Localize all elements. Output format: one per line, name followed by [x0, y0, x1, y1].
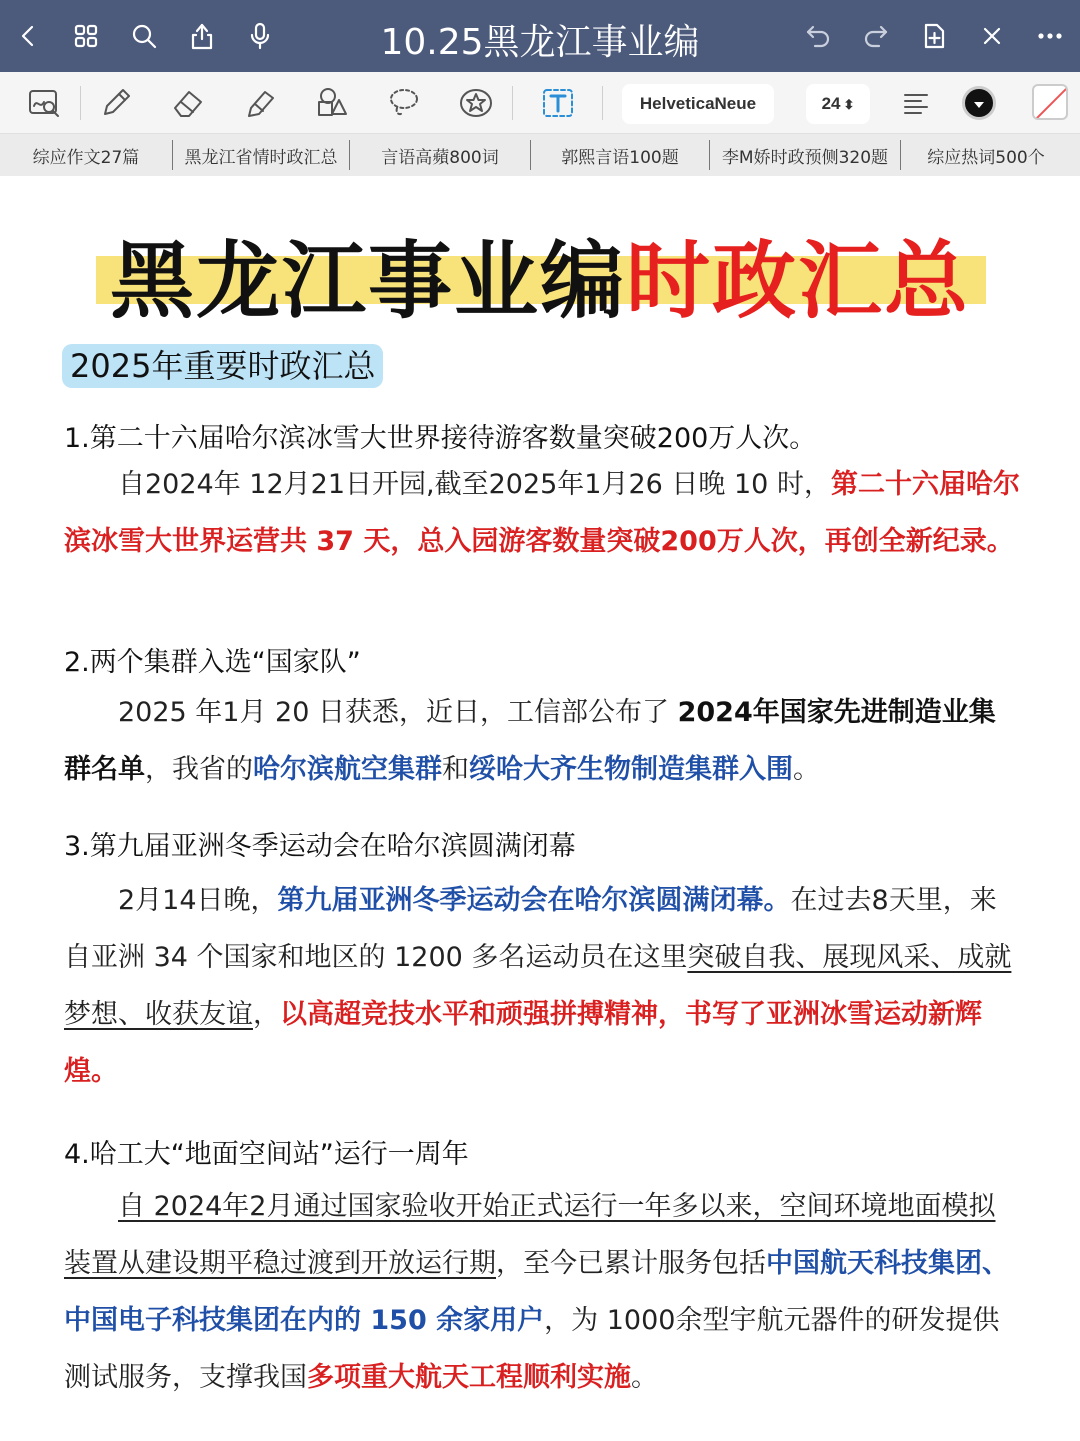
bookmark-tab[interactable]: 综应热词500个 [927, 147, 1045, 168]
paragraph-blue-text: 哈尔滨航空集群 [253, 754, 442, 785]
back-icon[interactable] [10, 18, 46, 54]
search-icon[interactable] [126, 18, 162, 54]
paragraph-red-text: 第二十六届哈尔滨冰雪大世界运营共 37 天，总入园游客数量突破200万人次，再创全新纪录。 [64, 469, 1020, 557]
item-heading: 3.第九届亚洲冬季运动会在哈尔滨圆满闭幕 [64, 831, 576, 862]
bookmark-tab[interactable]: 言语高蘋800词 [381, 147, 499, 168]
bookmark-tab[interactable]: 黑龙江省情时政汇总 [184, 147, 338, 168]
bookmark-tab[interactable]: 李M娇时政预侧320题 [721, 147, 889, 168]
paragraph-red-text: 多项重大航天工程顺利实施 [307, 1362, 631, 1393]
no-fill-swatch[interactable] [1032, 84, 1068, 120]
color-picker[interactable] [962, 86, 996, 120]
paragraph-blue-text: 中国航天科技集团、中国电子科技集团在内的 150 余家用户 [64, 1248, 1009, 1336]
paragraph-text: 自2024年 12月21日开园,截至2025年1月26 日晚 10 时， [118, 469, 831, 500]
paragraph-blue-text: 第九届亚洲冬季运动会在哈尔滨圆满闭幕。 [277, 885, 791, 916]
text-tool-icon[interactable] [536, 82, 580, 124]
chevron-up-down-icon: ⬍ [843, 96, 855, 112]
grid-icon[interactable] [68, 18, 104, 54]
paragraph-text: 2月14日晚， [118, 885, 278, 916]
toolbar-divider [512, 86, 513, 120]
item-heading: 4.哈工大“地面空间站”运行一周年 [64, 1139, 469, 1170]
paragraph-bold-text: 2024年国家先进制造业集群名单 [64, 697, 996, 785]
font-family-picker[interactable]: HelveticaNeue [622, 84, 774, 124]
tool-bar [0, 72, 1080, 134]
align-icon[interactable] [894, 82, 938, 124]
highlighter-icon[interactable] [238, 82, 282, 124]
zoom-window-icon[interactable] [22, 82, 66, 124]
paragraph-underlined-text: 自 2024年2月通过国家验收开始正式运行一年多以来，空间环境地面模拟装置从建设期平稳过渡到开放运行期 [64, 1191, 996, 1279]
undo-icon[interactable] [800, 18, 836, 54]
sticker-icon[interactable] [454, 82, 498, 124]
font-size-value: 24 [821, 94, 841, 113]
item-paragraph [64, 456, 1020, 570]
paragraph-red-text: 以高超竞技水平和顽强拼搏精神，书写了亚洲冰雪运动新辉煌。 [64, 999, 982, 1087]
paragraph-underlined-text: 突破自我、展现风采、成就梦想、收获友谊 [64, 942, 1012, 1030]
section-heading: 2025年重要时政汇总 [62, 344, 383, 388]
paragraph-text: ，为 1000余型宇航元器件的研发提供测试服务，支撑我国 [64, 1305, 1000, 1393]
item-heading: 1.第二十六届哈尔滨冰雪大世界接待游客数量突破200万人次。 [64, 423, 817, 454]
document-title: 10.25黑龙江事业编 [380, 22, 700, 63]
title-bar [0, 0, 1080, 72]
shapes-icon[interactable] [310, 82, 354, 124]
toolbar-divider [80, 86, 81, 120]
paragraph-text: ， [253, 999, 280, 1030]
redo-icon[interactable] [858, 18, 894, 54]
item-heading: 2.两个集群入选“国家队” [64, 647, 361, 678]
mic-icon[interactable] [242, 18, 278, 54]
bookmark-tab[interactable]: 综应作文27篇 [32, 147, 140, 168]
item-paragraph [64, 684, 1020, 798]
page-title-red: 时政汇总 [626, 232, 971, 330]
add-page-icon[interactable] [916, 18, 952, 54]
item-paragraph [64, 872, 1020, 1100]
document-page[interactable] [0, 176, 1080, 1441]
item-paragraph [64, 1178, 1020, 1406]
more-icon[interactable] [1032, 18, 1068, 54]
lasso-icon[interactable] [382, 82, 426, 124]
pen-icon[interactable] [94, 82, 138, 124]
share-icon[interactable] [184, 18, 220, 54]
paragraph-text: 。 [793, 754, 820, 785]
paragraph-text: 和 [442, 754, 469, 785]
paragraph-text: 在过去8天里，来自亚洲 34 个国家和地区的 1200 多名运动员在这里 [64, 885, 997, 973]
close-icon[interactable] [974, 18, 1010, 54]
paragraph-text: ，我省的 [145, 754, 253, 785]
font-size-stepper[interactable] [806, 84, 870, 124]
paragraph-text: 2025 年1月 20 日获悉，近日，工信部公布了 [118, 697, 678, 728]
toolbar-divider [602, 86, 603, 120]
eraser-icon[interactable] [166, 82, 210, 124]
bookmark-tab[interactable]: 郭熙言语100题 [561, 147, 679, 168]
chevron-down-icon [974, 102, 984, 108]
paragraph-text: ，至今已累计服务包括 [496, 1248, 766, 1279]
page-title [0, 214, 1080, 335]
page-title-black: 黑龙江事业编 [109, 232, 626, 330]
paragraph-text: 。 [631, 1362, 658, 1393]
bookmark-bar [0, 134, 1080, 176]
paragraph-blue-text: 绥哈大齐生物制造集群入围 [469, 754, 793, 785]
